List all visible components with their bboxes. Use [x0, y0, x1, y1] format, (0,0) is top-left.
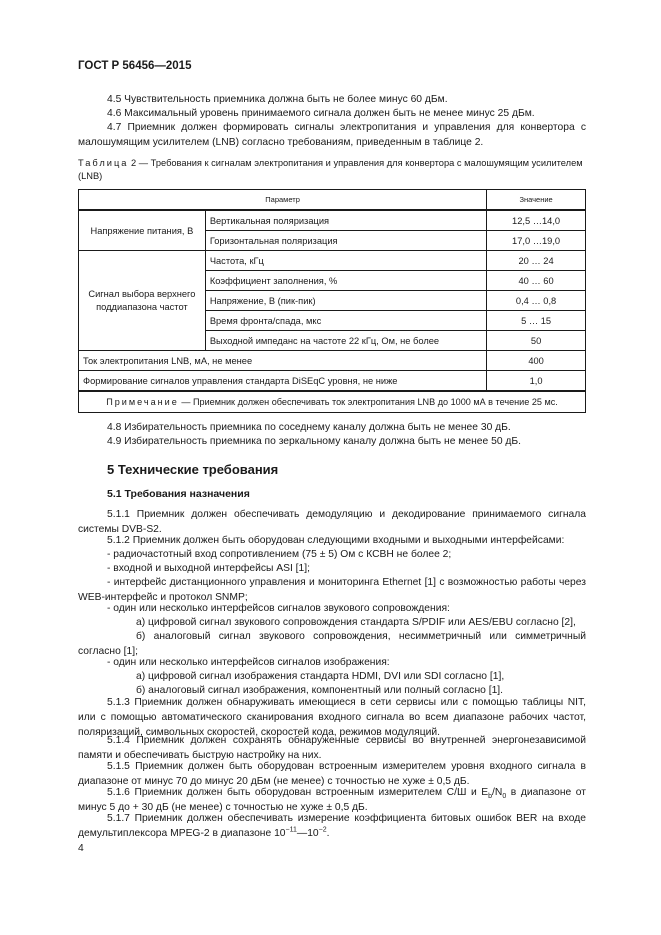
group-label-band-select: Сигнал выбора верхнего поддиапазона частот [79, 251, 206, 351]
table-caption-text: 2 — Требования к сигналам электропитания и управления для конвертора с малошумящим усилителем (LNB) [78, 158, 583, 181]
para-5-1-3: 5.1.3 Приемник должен обнаруживать имеющиеся в сети сервисы или с помощью таблицы NIT, или с помощью автоматического сканирования входного сигнала во всем диапазоне рабочих частот, поляризаций, символьных скоростей, скоростей кода, режимов модуляций. [78, 697, 586, 738]
table-caption [78, 157, 586, 183]
table-note-text: — Приемник должен обеспечивать ток электропитания LNB до 1000 мА в течение 25 мс. [178, 397, 558, 407]
para-4-9: 4.9 Избирательность приемника по зеркальному каналу должна быть не менее 50 дБ. [107, 436, 522, 447]
bullet-video-analog: б) аналоговый сигнал изображения, компонентный или полный согласно [1]. [136, 685, 504, 696]
para-5-1-6: 5.1.6 Приемник должен быть оборудован встроенным измерителем С/Ш и $E_b/N_0$ в диапазоне от минус 5 до + 30 дБ (не менее) с точностью не хуже ± 0,5 дБ. [78, 787, 587, 813]
row-name: Время фронта/спада, мкс [205, 311, 486, 331]
table-row [79, 351, 586, 371]
para-5-1-5: 5.1.5 Приемник должен быть оборудован встроенным измерителем уровня входного сигнала в диапазоне от минус 70 до минус 20 дБм (не менее) с точностью не хуже ± 0,5 дБ. [78, 761, 586, 787]
para-5-1-4: 5.1.4 Приемник должен сохранять обнаруженные сервисы во внутренней энергонезависимой памяти и обеспечивать быструю настройку на них. [78, 735, 586, 761]
row-value: 5 … 15 [487, 311, 586, 331]
para-5-1-2: 5.1.2 Приемник должен быть оборудован следующими входными и выходными интерфейсами: [107, 535, 565, 546]
page-number: 4 [78, 843, 84, 854]
para-5-1-1: 5.1.1 Приемник должен обеспечивать демодуляцию и декодирование принимаемого сигнала системы DVB-S2. [78, 509, 586, 535]
row-name: Выходной импеданс на частоте 22 кГц, Ом, не более [205, 331, 486, 351]
section-title: 5 Технические требования [107, 462, 279, 477]
para-5-1-7: 5.1.7 Приемник должен обеспечивать измерение коэффициента битовых ошибок BER на входе демультиплексора MPEG-2 в диапазоне $10^{-11}—10^{-2}$. [78, 813, 586, 839]
bullet-rf-input: - радиочастотный вход сопротивлением (75 ± 5) Ом с КСВН не более 2; [107, 549, 452, 560]
row-value: 400 [487, 351, 586, 371]
row-value: 50 [487, 331, 586, 351]
para-4-6: 4.6 Максимальный уровень принимаемого сигнала должен быть не менее минус 25 дБм. [107, 108, 535, 119]
row-value: 17,0 …19,0 [487, 231, 586, 251]
row-name: Частота, кГц [205, 251, 486, 271]
subsection-title: 5.1 Требования назначения [107, 488, 250, 500]
table-row [79, 251, 586, 271]
table-caption-label: Таблица [78, 158, 129, 168]
row-value: 20 … 24 [487, 251, 586, 271]
row-name: Напряжение, В (пик-пик) [205, 291, 486, 311]
row-value: 40 … 60 [487, 271, 586, 291]
row-name: Горизонтальная поляризация [205, 231, 486, 251]
bullet-asi: - входной и выходной интерфейсы ASI [1]; [107, 563, 310, 574]
bullet-audio-digital: а) цифровой сигнал звукового сопровождения стандарта S/PDIF или AES/EBU согласно [2], [136, 617, 576, 628]
row-name: Ток электропитания LNB, мА, не менее [79, 351, 487, 371]
row-name: Формирование сигналов управления стандарта DiSEqC уровня, не ниже [79, 371, 487, 392]
lnb-requirements-table [78, 189, 586, 413]
bullet-video: - один или несколько интерфейсов сигналов изображения: [107, 657, 390, 668]
row-name: Вертикальная поляризация [205, 210, 486, 231]
header-value: Значение [487, 190, 586, 211]
row-value: 0,4 … 0,8 [487, 291, 586, 311]
bullet-ethernet: - интерфейс дистанционного управления и мониторинга Ethernet [1] с возможностью работы через WEB-интерфейс и протокол SNMP; [78, 577, 586, 603]
table-row [79, 371, 586, 392]
table-row [79, 210, 586, 231]
group-label-supply-voltage: Напряжение питания, В [79, 210, 206, 251]
para-4-5: 4.5 Чувствительность приемника должна быть не более минус 60 дБм. [107, 94, 448, 105]
para-4-8: 4.8 Избирательность приемника по соседнему каналу должна быть не менее 30 дБ. [107, 422, 511, 433]
para-4-7: 4.7 Приемник должен формировать сигналы электропитания и управления для конвертора с малошумящим усилителем (LNB) согласно требованиям, приведенным в таблице 2. [78, 122, 586, 148]
bullet-audio: - один или несколько интерфейсов сигналов звукового сопровождения: [107, 603, 450, 614]
row-value: 12,5 …14,0 [487, 210, 586, 231]
table-note-label: Примечание [106, 397, 179, 407]
table-note [79, 391, 586, 413]
bullet-audio-analog: б) аналоговый сигнал звукового сопровождения, несимметричный или симметричный согласно [1]; [78, 631, 586, 657]
row-value: 1,0 [487, 371, 586, 392]
bullet-video-digital: а) цифровой сигнал изображения стандарта HDMI, DVI или SDI согласно [1], [136, 671, 505, 682]
document-header: ГОСТ Р 56456—2015 [78, 60, 192, 72]
header-parameter: Параметр [79, 190, 487, 211]
row-name: Коэффициент заполнения, % [205, 271, 486, 291]
table-header-row [79, 190, 586, 211]
table-note-row [79, 391, 586, 413]
